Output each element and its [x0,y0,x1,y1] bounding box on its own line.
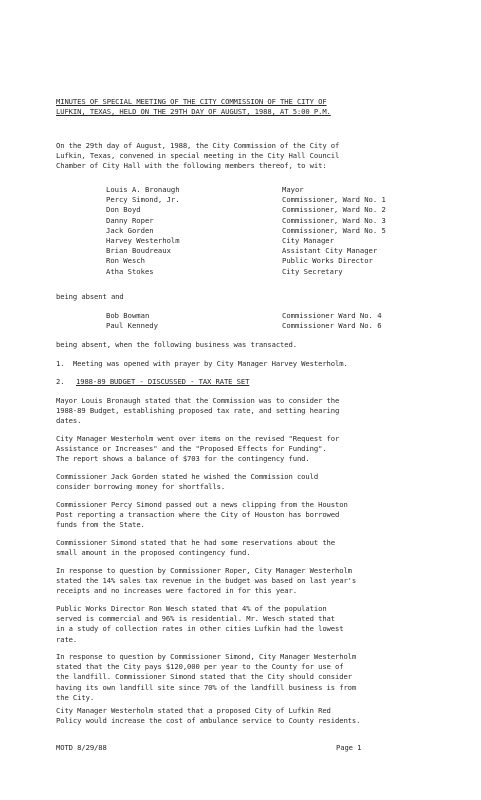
member-row [0,216,420,226]
member-row [0,195,420,205]
intro-line: On the 29th day of August, 1988, the City Commission of the City of [56,141,340,150]
member-title: Commissioner, Ward No. 3 [282,215,386,225]
paragraph-line: stated the 14% sales tax revenue in the budget was based on last year's [56,576,357,586]
paragraph-line: small amount in the proposed contingency fund. [56,548,251,558]
member-name: Ron Wesch [106,256,145,266]
member-name: Danny Roper [106,215,154,225]
member-row [0,185,420,195]
paragraph-line: the City. [56,692,95,702]
paragraph-line: served is commercial and 96% is residential. Mr. Wesch stated that [56,614,335,624]
member-row [0,311,420,321]
paragraph-line: consider borrowing money for shortfalls. [56,482,226,492]
member-name: Bob Bowman [106,311,150,320]
paragraph-line: in a study of collection rates in other cities Lufkin had the lowest [56,624,344,634]
paragraph-line: the landfill. Commissioner Simond stated that the City should consider [56,672,352,682]
paragraph-line: In response to question by Commissioner Roper, City Manager Westerholm [56,566,352,575]
member-row [0,267,420,277]
paragraph-line: stated that the City pays $120,000 per year to the County for use of [56,662,344,672]
paragraph [56,652,458,703]
minutes-heading [56,97,458,117]
member-row [0,321,420,331]
paragraph-line: Assistance or Increases" and the "Proposed Effects for Funding". [56,444,327,454]
member-row [0,205,420,215]
paragraph-line: funds from the State. [56,520,145,530]
item-1: 1. Meeting was opened with prayer by City Manager Harvey Westerholm. [56,359,348,368]
paragraph-line: The report shows a balance of $703 for the contingency fund. [56,454,310,464]
item-2-number: 2. [56,377,65,386]
paragraph-line: Public Works Director Ron Wesch stated that 4% of the population [56,604,327,613]
member-row [0,256,420,266]
paragraph-line: having its own landfill site since 70% of the landfill business is from [56,682,357,692]
paragraph-line: Post reporting a transaction where the City of Houston has borrowed [56,510,340,520]
member-name: Paul Kennedy [106,321,158,331]
member-row [0,246,420,256]
paragraph-line: City Manager Westerholm stated that a proposed City of Lufkin Red [56,706,331,715]
paragraph [56,500,458,531]
member-name: Atha Stokes [106,266,154,276]
intro-line: Lufkin, Texas, convened in special meeting in the City Hall Council [56,151,340,161]
member-title: Commissioner Ward No. 6 [282,321,382,331]
paragraph-line: 1988-89 Budget, establishing proposed tax rate, and setting hearing [56,406,340,416]
paragraph [56,604,458,645]
paragraph-line: rate. [56,634,78,644]
members-absent-list [0,311,420,331]
heading-line-2: LUFKIN, TEXAS, HELD ON THE 29TH DAY OF AUGUST, 1988, AT 5:00 P.M. [56,107,331,117]
member-title: Commissioner Ward No. 4 [282,311,382,320]
paragraph-line: Mayor Louis Bronaugh stated that the Commission was to consider the [56,396,340,405]
members-present-list [0,185,420,277]
paragraph-line: City Manager Westerholm went over items on the revised "Request for [56,434,340,443]
member-name: Jack Gorden [106,225,154,235]
footer-page-number: Page 1 [336,743,362,752]
member-row [0,236,420,246]
member-title: Mayor [282,185,304,194]
absent-label: being absent and [56,292,124,301]
member-title: City Manager [282,235,334,245]
member-title: Commissioner, Ward No. 1 [282,195,386,205]
member-name: Brian Boudreaux [106,246,171,256]
member-title: City Secretary [282,266,343,276]
footer-date-code: MOTD 8/29/88 [56,743,107,752]
paragraph [56,538,458,558]
member-title: Public Works Director [282,256,373,266]
member-title: Commissioner, Ward No. 5 [282,225,386,235]
member-name: Harvey Westerholm [106,235,180,245]
heading-line-1: MINUTES OF SPECIAL MEETING OF THE CITY COMMISSION OF THE CITY OF [56,97,327,106]
paragraph [56,434,458,465]
member-row [0,226,420,236]
item-2-title: 1988-89 BUDGET - DISCUSSED - TAX RATE SET [76,377,250,386]
intro-line: Chamber of City Hall with the following members thereof, to wit: [56,161,327,171]
paragraph [56,566,458,597]
member-title: Assistant City Manager [282,246,378,256]
paragraph [56,472,458,492]
paragraph-line: Commissioner Percy Simond passed out a news clipping from the Houston [56,500,348,509]
paragraph-line: receipts and no increases were factored in for this year. [56,586,297,596]
member-name: Don Boyd [106,205,141,215]
member-title: Commissioner, Ward No. 2 [282,205,386,215]
member-name: Percy Simond, Jr. [106,195,180,205]
paragraph [56,396,458,427]
paragraph-line: Policy would increase the cost of ambulance service to County residents. [56,716,361,726]
paragraph-line: dates. [56,416,82,426]
paragraph-line: Commissioner Simond stated that he had some reservations about the [56,538,335,547]
member-name: Louis A. Bronaugh [106,185,180,194]
paragraph [56,706,458,726]
intro-paragraph [56,141,458,172]
paragraph-line: Commissioner Jack Gorden stated he wished the Commission could [56,472,319,481]
business-line: being absent, when the following business was transacted. [56,340,297,349]
paragraph-line: In response to question by Commissioner Simond, City Manager Westerholm [56,652,357,661]
